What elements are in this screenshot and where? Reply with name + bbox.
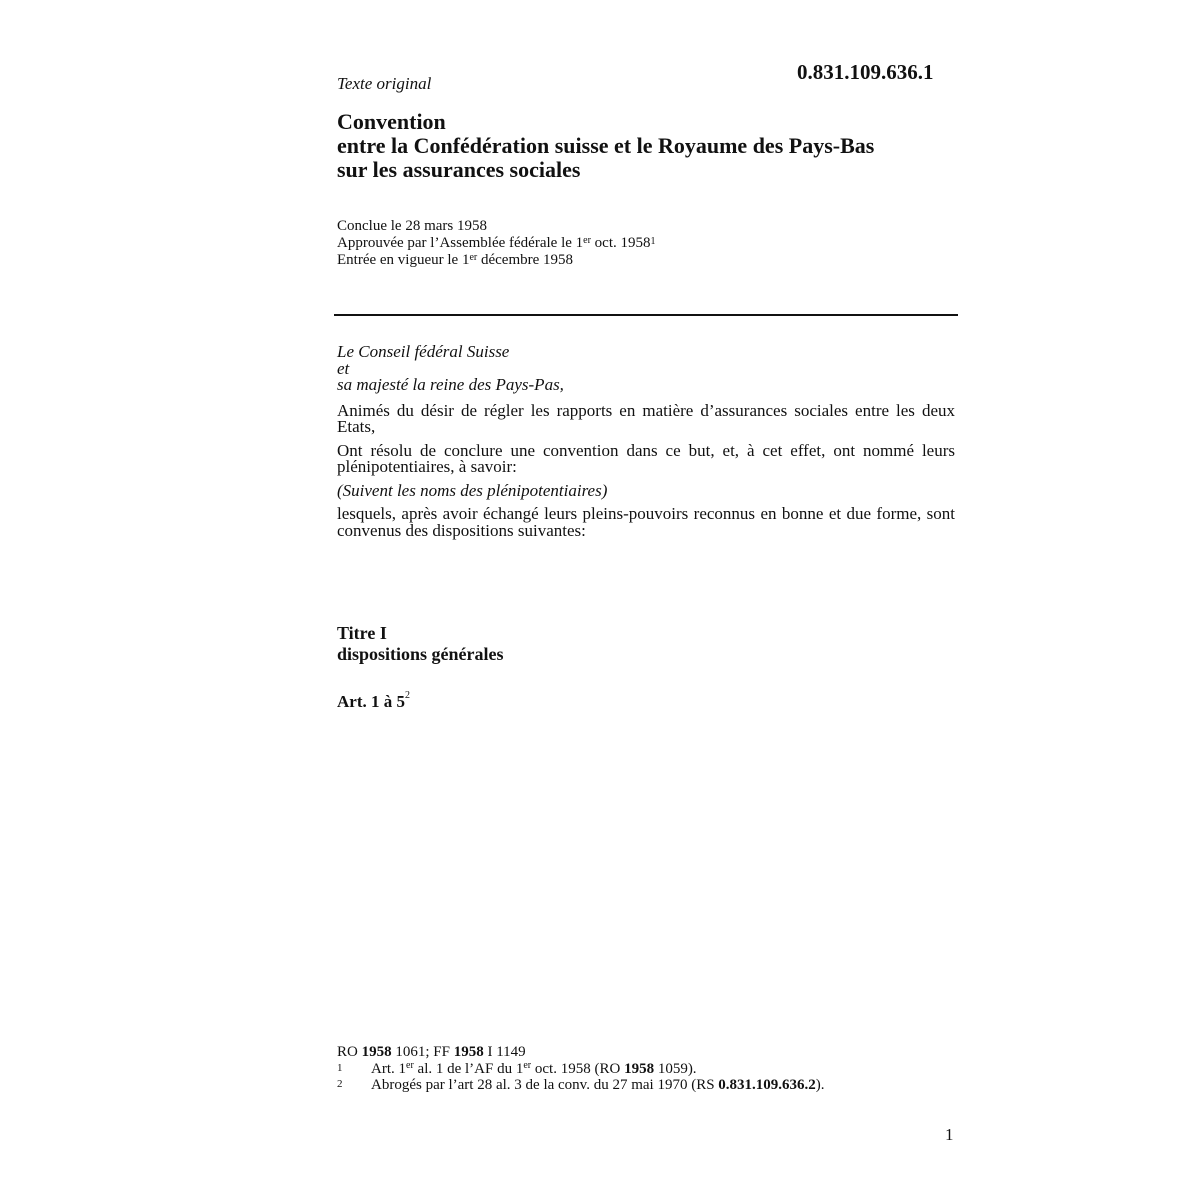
fn1-year: 1958 xyxy=(624,1060,655,1077)
fn1-sup-2: er xyxy=(523,1059,532,1071)
source-year: 1958 xyxy=(361,1044,392,1060)
footnote-ref-1[interactable]: 1 xyxy=(650,236,656,247)
footnote-1-number: 1 xyxy=(337,1061,343,1074)
section-heading xyxy=(337,623,504,665)
fn2-rs-number: 0.831.109.636.2 xyxy=(718,1077,816,1093)
date-entry-text: Entrée en vigueur le 1 xyxy=(337,252,470,268)
source-year-2: 1958 xyxy=(453,1044,484,1060)
document-dates xyxy=(337,218,656,269)
article-label: Art. 1 à 5 xyxy=(337,692,405,711)
preamble-paragraph-2: Ont résolu de conclure une convention dans ce but, et, à cet effet, ont nommé leurs plénipotentiaires, à savoir: xyxy=(337,440,955,476)
date-entry-sup: er xyxy=(469,252,478,263)
date-approved-text-2: oct. 1958 xyxy=(590,235,651,251)
footnote-2-text xyxy=(371,1077,825,1094)
footnote-1 xyxy=(337,1061,825,1078)
article-heading xyxy=(337,692,410,712)
date-entry xyxy=(337,252,656,269)
footnote-2-number: 2 xyxy=(337,1078,343,1090)
footnote-2 xyxy=(337,1077,825,1094)
party-2: sa majesté la reine des Pays-Pas, xyxy=(337,375,564,394)
preamble-paragraph-3: (Suivent les noms des plénipotentiaires) xyxy=(337,480,608,500)
source-text-3: I 1149 xyxy=(483,1044,526,1060)
fn1-text-a: Art. 1 xyxy=(371,1060,406,1077)
party-1: Le Conseil fédéral Suisse xyxy=(337,342,510,361)
date-approved-sup: er xyxy=(583,235,591,246)
divider xyxy=(334,314,958,316)
fn1-text-d: 1059). xyxy=(654,1060,697,1077)
section-title: Titre I xyxy=(337,623,387,643)
source-text: RO xyxy=(337,1044,362,1060)
footnotes xyxy=(337,1044,825,1094)
document-title xyxy=(337,110,874,182)
preamble xyxy=(337,344,955,546)
preamble-paragraph-4: lesquels, après avoir échangé leurs pleins-pouvoirs reconnus en bonne et due forme, sont convenus des dispositions suivantes: xyxy=(337,504,955,540)
fn1-text-b: al. 1 de l’AF du 1 xyxy=(413,1060,524,1077)
page-number: 1 xyxy=(945,1125,954,1144)
party-conjunction: et xyxy=(337,358,350,378)
title-line-3: sur les assurances sociales xyxy=(337,157,581,182)
footnote-ref-2[interactable]: 2 xyxy=(404,690,410,701)
date-approved xyxy=(337,235,656,252)
fn1-text-c: oct. 1958 (RO xyxy=(531,1060,625,1077)
fn1-sup: er xyxy=(406,1059,414,1071)
fn2-text-b: ). xyxy=(815,1077,825,1093)
title-line-1: Convention xyxy=(337,109,446,134)
fn2-text-a: Abrogés par l’art 28 al. 3 de la conv. du 27 mai 1970 (RS xyxy=(371,1077,719,1093)
title-line-2: entre la Confédération suisse et le Royaume des Pays-Bas xyxy=(337,133,875,158)
section-subtitle: dispositions générales xyxy=(337,644,504,664)
date-concluded: Conclue le 28 mars 1958 xyxy=(337,218,487,234)
date-approved-text: Approuvée par l’Assemblée fédérale le 1 xyxy=(337,235,584,251)
source-text-2: 1061; FF xyxy=(391,1044,454,1060)
date-entry-text-2: décembre 1958 xyxy=(477,252,574,268)
document-label: Texte original xyxy=(337,74,432,93)
source-line xyxy=(337,1044,825,1061)
rs-number: 0.831.109.636.1 xyxy=(797,60,934,84)
preamble-paragraph-1: Animés du désir de régler les rapports en matière d’assurances sociales entre les deux Etats, xyxy=(337,400,955,436)
footnote-1-text xyxy=(371,1061,697,1078)
